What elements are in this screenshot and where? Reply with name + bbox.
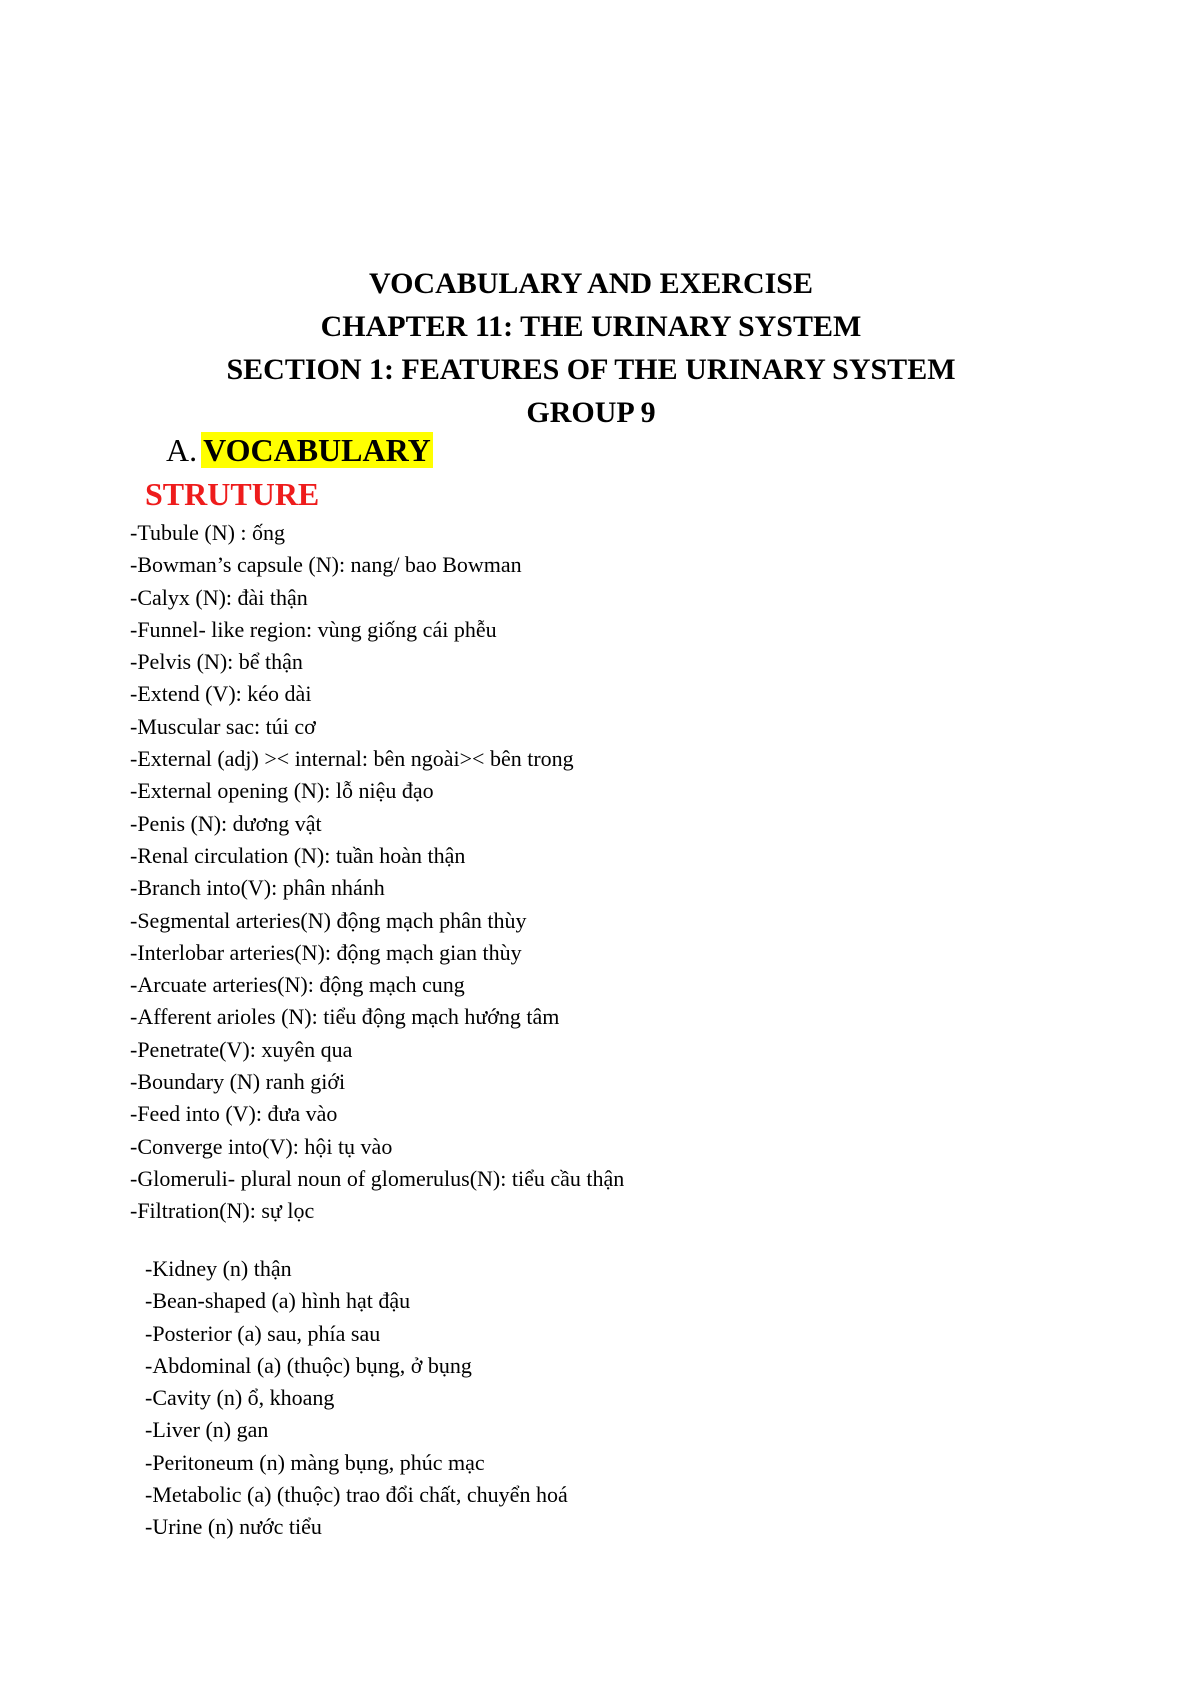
vocab-item: -Tubule (N) : ống bbox=[130, 520, 286, 545]
vocab-item: -Urine (n) nước tiểu bbox=[145, 1514, 322, 1540]
vocab-item: -Interlobar arteries(N): động mạch gian thùy bbox=[130, 939, 522, 965]
vocab-item: -Extend (V): kéo dài bbox=[130, 681, 312, 707]
vocab-item: -Glomeruli- plural noun of glomerulus(N): tiểu cầu thận bbox=[130, 1165, 625, 1191]
vocab-item: -Cavity (n) ổ, khoang bbox=[145, 1385, 335, 1411]
vocab-item: -Penis (N): dương vật bbox=[130, 810, 322, 836]
section-title: SECTION 1: FEATURES OF THE URINARY SYSTEM bbox=[226, 353, 956, 386]
vocab-item: -Funnel- like region: vùng giống cái phễu bbox=[130, 616, 497, 642]
document-title-block bbox=[0, 262, 1182, 434]
vocab-item: -Calyx (N): đài thận bbox=[130, 584, 308, 610]
vocab-item: -Renal circulation (N): tuần hoàn thận bbox=[130, 842, 466, 868]
vocabulary-list-kidney bbox=[145, 1253, 568, 1544]
vocab-item: -Peritoneum (n) màng bụng, phúc mạc bbox=[145, 1449, 485, 1475]
vocab-item: -Abdominal (a) (thuộc) bụng, ở bụng bbox=[145, 1352, 472, 1378]
vocab-item: -Filtration(N): sự lọc bbox=[130, 1198, 315, 1224]
vocab-item: -Afferent arioles (N): tiểu động mạch hướng tâm bbox=[130, 1004, 560, 1030]
vocab-item: -Boundary (N) ranh giới bbox=[130, 1069, 346, 1095]
chapter-title: CHAPTER 11: THE URINARY SYSTEM bbox=[320, 310, 862, 343]
section-letter: A. bbox=[166, 432, 198, 468]
vocab-item: -Penetrate(V): xuyên qua bbox=[130, 1036, 353, 1062]
vocab-item: -Feed into (V): đưa vào bbox=[130, 1101, 338, 1127]
vocab-item: -Muscular sac: túi cơ bbox=[130, 713, 316, 739]
structure-subheading: STRUTURE bbox=[145, 476, 320, 512]
vocab-item: -External (adj) >< internal: bên ngoài>< bên trong bbox=[130, 746, 574, 772]
vocab-item: -Branch into(V): phân nhánh bbox=[130, 875, 385, 901]
vocab-item: -Segmental arteries(N) động mạch phân thùy bbox=[130, 907, 527, 933]
vocab-item: -Metabolic (a) (thuộc) trao đổi chất, chuyển hoá bbox=[145, 1482, 568, 1508]
vocab-item: -Converge into(V): hội tụ vào bbox=[130, 1133, 393, 1159]
group-label: GROUP 9 bbox=[526, 396, 656, 429]
section-heading bbox=[166, 430, 433, 470]
vocab-item: -Arcuate arteries(N): động mạch cung bbox=[130, 972, 465, 998]
vocab-item: -Bowman’s capsule (N): nang/ bao Bowman bbox=[130, 552, 522, 578]
vocab-item: -External opening (N): lỗ niệu đạo bbox=[130, 778, 434, 804]
vocab-item: -Posterior (a) sau, phía sau bbox=[145, 1320, 381, 1346]
vocab-item: -Liver (n) gan bbox=[145, 1417, 269, 1443]
section-label-highlighted: VOCABULARY bbox=[203, 432, 431, 468]
vocab-item: -Pelvis (N): bể thận bbox=[130, 649, 303, 675]
vocabulary-list-structure bbox=[130, 517, 624, 1228]
vocab-item: -Kidney (n) thận bbox=[145, 1256, 292, 1281]
vocab-item: -Bean-shaped (a) hình hạt đậu bbox=[145, 1288, 411, 1314]
document-title: VOCABULARY AND EXERCISE bbox=[369, 267, 813, 300]
